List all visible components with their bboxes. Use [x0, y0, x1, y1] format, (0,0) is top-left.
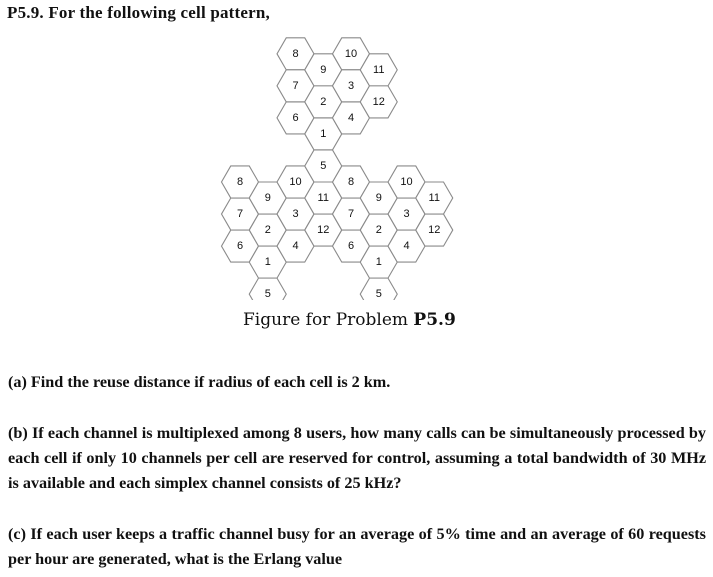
hex-cell-label: 11	[428, 192, 440, 205]
hex-cell-label: 11	[317, 192, 329, 205]
hex-cell-label: 5	[375, 288, 382, 300]
hex-cell-label: 5	[320, 159, 327, 172]
question-b: (b) If each channel is multiplexed among 8 users, how many calls can be simultaneously processed by each cell if only 10 channels per cell are reserved for control, assuming a total bandwidth of 30 MHz is available and each simplex channel consists of 25 kHz?	[8, 424, 706, 492]
hex-cell-label: 12	[372, 95, 385, 108]
hex-cell-label: 2	[264, 224, 271, 237]
figure-caption	[243, 310, 456, 330]
question-c: (c) If each user keeps a traffic channel busy for an average of 5% time and an average of 60 requests per hour are generated, what is the Erlang value	[8, 525, 706, 568]
hex-cell-label: 1	[375, 256, 382, 269]
hex-cell-label: 5	[264, 288, 271, 300]
question-a: (a) Find the reuse distance if radius of each cell is 2 km.	[8, 373, 391, 391]
hex-cell-label: 8	[347, 176, 355, 188]
hex-cell-label: 4	[403, 240, 410, 253]
hex-cell-label: 9	[320, 63, 327, 76]
problem-title: P5.9. For the following cell pattern,	[7, 3, 270, 22]
hex-cell-label: 9	[264, 192, 271, 205]
hex-cell-label: 10	[400, 176, 413, 188]
hex-cell-label: 10	[289, 176, 302, 188]
hex-cell-label: 6	[292, 111, 299, 124]
hex-cell-label: 4	[292, 240, 299, 253]
hex-cell-label: 1	[264, 256, 271, 269]
hex-cell-label: 1	[320, 127, 327, 140]
hex-cell-label: 7	[236, 208, 244, 221]
hex-cell	[360, 278, 397, 300]
hex-cell-label: 9	[375, 192, 382, 205]
hex-cell-label: 2	[375, 224, 382, 237]
hex-cell-label: 7	[292, 79, 299, 92]
hex-cell	[249, 278, 286, 300]
hex-cell-label: 7	[347, 208, 355, 221]
figure-caption-prefix: Figure for Problem	[243, 310, 414, 330]
figure-caption-number: P5.9	[413, 310, 456, 330]
hex-cell-label: 6	[347, 240, 355, 253]
hex-cell-label: 2	[320, 95, 327, 108]
hex-cell-label: 8	[236, 176, 244, 188]
hex-cell-label: 3	[403, 208, 410, 221]
hex-cell-label: 11	[373, 63, 385, 76]
hex-cell-label: 6	[236, 240, 244, 253]
hex-cell-label: 12	[428, 224, 441, 237]
hex-cell-label: 12	[317, 224, 330, 237]
hex-cell-label: 3	[347, 79, 355, 92]
hex-cell-label: 10	[344, 47, 358, 60]
hex-cell-label: 4	[347, 111, 355, 124]
hex-cell-label: 8	[292, 47, 299, 60]
hex-cell-label: 3	[292, 208, 299, 221]
